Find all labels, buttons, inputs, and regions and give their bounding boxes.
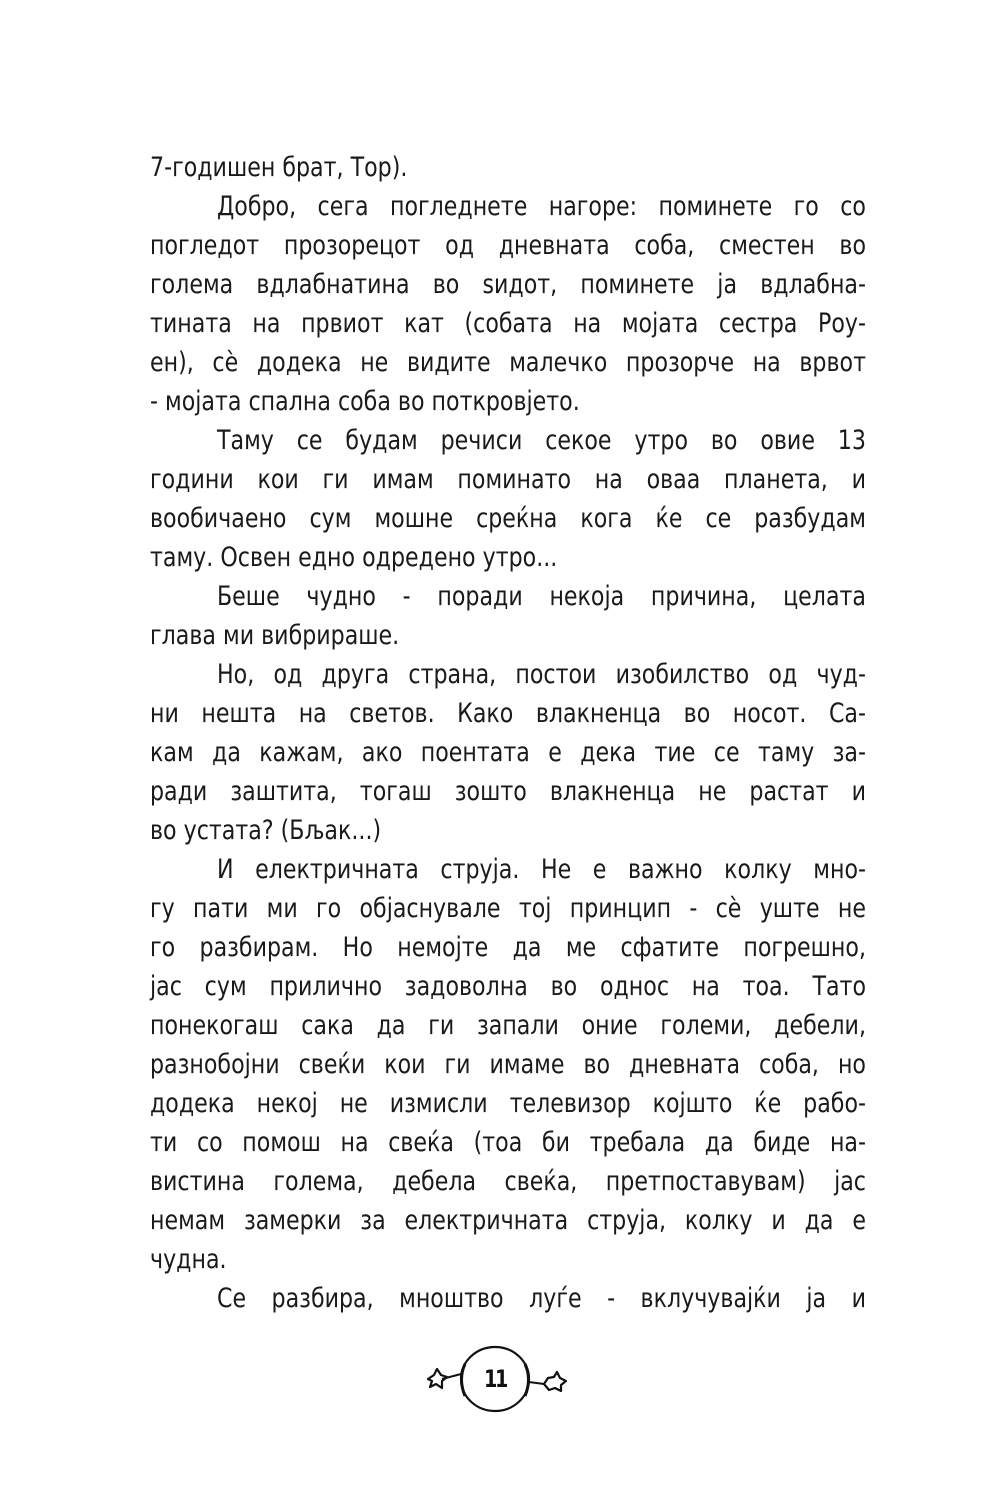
text-line: ен), сѐ додека не видите малечко прозорче на врвот [150, 347, 866, 378]
text-line: Се разбира, мноштво луѓе - вклучувајќи ја и [216, 1283, 866, 1314]
text-line: 7-годишен брат, Тор). [150, 152, 408, 183]
text-line: јас сум прилично задоволна во однос на тоа. Тато [150, 971, 866, 1002]
text-line: го разбирам. Но немојте да ме сфатите погрешно, [150, 932, 866, 963]
text-line: голема вдлабнатина во ѕидот, поминете ја вдлабна- [150, 269, 866, 300]
text-line: ради заштита, тогаш зошто влакненца не растат и [150, 776, 866, 807]
text-line: гу пати ми го објаснувале тој принцип - сѐ уште не [150, 893, 866, 924]
page-number-ornament [420, 1344, 570, 1414]
text-line: вистина голема, дебела свеќа, претпоставувам) јас [150, 1166, 866, 1197]
text-line: Таму се будам речиси секое утро во овие 13 [216, 425, 866, 456]
text-line: глава ми вибрираше. [150, 620, 400, 651]
text-line: Но, од друга страна, постои изобилство од чуд- [216, 659, 866, 690]
text-line: години кои ги имам поминато на оваа планета, и [150, 464, 866, 495]
text-line: додека некој не измисли телевизор којшто ќе рабо- [150, 1088, 866, 1119]
text-line: кам да кажам, ако поентата е дека тие се таму за- [150, 737, 866, 768]
text-line: ни нешта на светов. Како влакненца во носот. Са- [150, 698, 866, 729]
text-line: Добро, сега погледнете нагоре: поминете го со [216, 191, 866, 222]
text-line: погледот прозорецот од дневната соба, сместен во [150, 230, 866, 261]
text-line: чудна. [150, 1244, 227, 1275]
text-line: тината на првиот кат (собата на мојата сестра Роу- [150, 308, 866, 339]
text-line: разнобојни свеќи кои ги имаме во дневната соба, но [150, 1049, 866, 1080]
text-line: во устата? (Бљак...) [150, 815, 382, 846]
text-line: немам замерки за електричната струја, колку и да е [150, 1205, 866, 1236]
text-line: Беше чудно - поради некоја причина, целата [216, 581, 866, 612]
body-text [150, 148, 866, 1318]
text-line: И електричната струја. Не е важно колку мно- [216, 854, 866, 885]
page-number: 11 [484, 1365, 506, 1393]
text-line: вообичаено сум мошне среќна кога ќе се разбудам [150, 503, 866, 534]
text-line: понекогаш сака да ги запали оние големи, дебели, [150, 1010, 866, 1041]
text-line: таму. Освен едно одредено утро... [150, 542, 558, 573]
text-line: - мојата спална соба во поткровјето. [150, 386, 580, 417]
text-line: ти со помош на свеќа (тоа би требала да биде на- [150, 1127, 866, 1158]
